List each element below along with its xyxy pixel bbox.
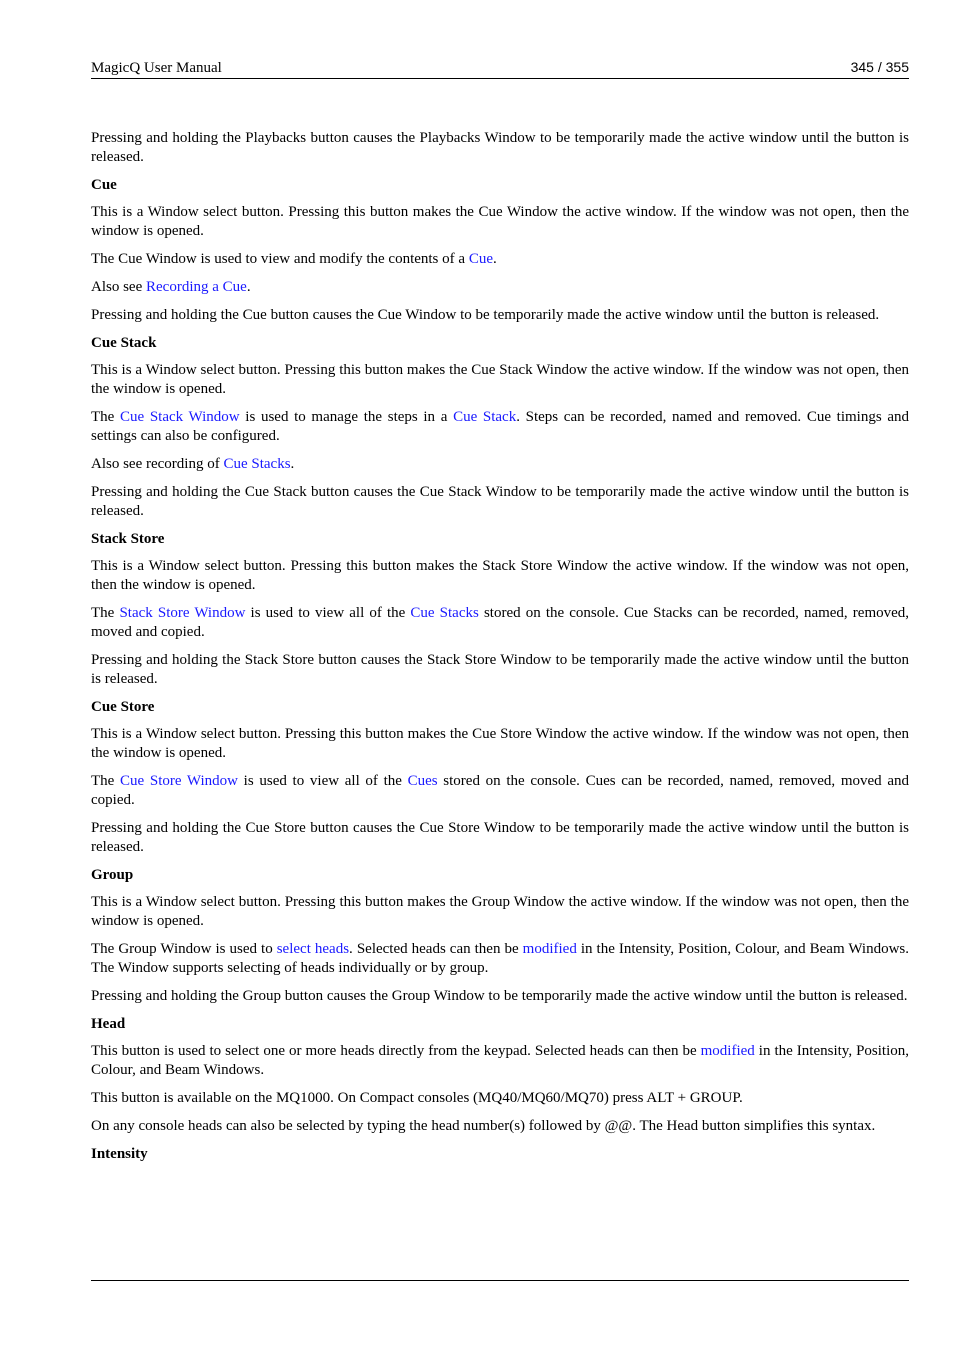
text-run: is used to view all of the xyxy=(238,773,408,789)
paragraph xyxy=(91,557,909,595)
text-run: Also see xyxy=(91,279,146,295)
section-heading: Group xyxy=(91,867,134,883)
paragraph xyxy=(91,306,909,325)
text-run: The Cue Window is used to view and modify the contents of a xyxy=(91,251,469,267)
text-run: Also see recording of xyxy=(91,456,224,472)
text-run: . Selected heads can then be xyxy=(349,941,523,957)
paragraph xyxy=(91,1042,909,1080)
section-heading: Head xyxy=(91,1016,126,1032)
cross-reference-link[interactable]: Cue Store Window xyxy=(120,773,238,789)
paragraph xyxy=(91,278,909,297)
paragraph xyxy=(91,651,909,689)
page-header xyxy=(91,58,909,77)
paragraph xyxy=(91,361,909,399)
text-run: . xyxy=(492,251,497,267)
paragraph xyxy=(91,1089,909,1108)
cross-reference-link[interactable]: Cue Stack xyxy=(453,409,517,425)
text-run: Pressing and holding the Stack Store button causes the Stack Store Window to be temporarily made the active window until the button is released. xyxy=(91,652,909,687)
cross-reference-link[interactable]: modified xyxy=(522,941,577,957)
section-heading: Cue Stack xyxy=(91,335,157,351)
text-run: Pressing and holding the Cue Store button causes the Cue Store Window to be temporarily made the active window until the button is released. xyxy=(91,820,909,855)
text-run: stored on the console. Cue Stacks can be recorded, named, removed, moved and copied. xyxy=(91,605,910,640)
paragraph xyxy=(91,408,909,446)
cross-reference-link[interactable]: modified xyxy=(700,1043,755,1059)
text-run: This is a Window select button. Pressing this button makes the Group Window the active window. If the window was not open, then the window is opened. xyxy=(91,894,909,929)
paragraph xyxy=(91,819,909,857)
page-number: 345 / 355 xyxy=(850,59,909,75)
cross-reference-link[interactable]: Cue Stack Window xyxy=(120,409,240,425)
text-run: The Group Window is used to xyxy=(91,941,277,957)
text-run: is used to view all of the xyxy=(245,605,411,621)
paragraph xyxy=(91,725,909,763)
header-rule xyxy=(91,78,909,79)
text-run: This is a Window select button. Pressing this button makes the Stack Store Window the active window. If the window was not open, then the window is opened. xyxy=(91,558,909,593)
paragraph xyxy=(91,455,909,474)
cross-reference-link[interactable]: Cue xyxy=(468,251,493,267)
manual-body xyxy=(91,129,909,1172)
text-run: This button is available on the MQ1000. On Compact consoles (MQ40/MQ60/MQ70) press ALT + GROUP. xyxy=(91,1090,743,1106)
cross-reference-link[interactable]: Recording a Cue xyxy=(146,279,247,295)
text-run: This is a Window select button. Pressing this button makes the Cue Stack Window the active window. If the window was not open, then the window is opened. xyxy=(91,362,909,397)
text-run: On any console heads can also be selected by typing the head number(s) followed by @@. The Head button simplifies this syntax. xyxy=(91,1118,876,1134)
text-run: This is a Window select button. Pressing this button makes the Cue Store Window the active window. If the window was not open, then the window is opened. xyxy=(91,726,909,761)
cross-reference-link[interactable]: Cues xyxy=(407,773,438,789)
paragraph xyxy=(91,604,909,642)
text-run: . xyxy=(290,456,295,472)
text-run: The xyxy=(91,409,120,425)
paragraph xyxy=(91,1117,909,1136)
text-run: This button is used to select one or more heads directly from the keypad. Selected heads can then be xyxy=(91,1043,701,1059)
text-run: . Steps can be recorded, named and removed. Cue timings and settings can also be configured. xyxy=(91,409,910,444)
text-run: in the Intensity, Position, Colour, and Beam Windows. The Window supports selecting of heads individually or by group. xyxy=(91,941,910,976)
section-heading: Stack Store xyxy=(91,531,165,547)
cross-reference-link[interactable]: Stack Store Window xyxy=(119,605,246,621)
text-run: in the Intensity, Position, Colour, and Beam Windows. xyxy=(91,1043,910,1078)
text-run: Pressing and holding the Cue Stack button causes the Cue Stack Window to be temporarily made the active window until the button is released. xyxy=(91,484,909,519)
paragraph xyxy=(91,250,909,269)
footer-rule xyxy=(91,1280,909,1281)
paragraph xyxy=(91,203,909,241)
cross-reference-link[interactable]: Cue Stacks xyxy=(410,605,479,621)
paragraph xyxy=(91,893,909,931)
text-run: . xyxy=(246,279,251,295)
text-run: The xyxy=(91,605,120,621)
cross-reference-link[interactable]: Cue Stacks xyxy=(223,456,291,472)
section-heading: Cue xyxy=(91,177,117,193)
text-run: Pressing and holding the Group button causes the Group Window to be temporarily made the active window until the button is released. xyxy=(91,988,908,1004)
text-run: The xyxy=(91,773,121,789)
cross-reference-link[interactable]: select heads xyxy=(276,941,350,957)
paragraph xyxy=(91,772,909,810)
text-run: This is a Window select button. Pressing this button makes the Cue Window the active window. If the window was not open, then the window is opened. xyxy=(91,204,909,239)
paragraph xyxy=(91,129,909,167)
paragraph xyxy=(91,483,909,521)
section-heading: Intensity xyxy=(91,1146,148,1162)
text-run: Pressing and holding the Playbacks button causes the Playbacks Window to be temporarily made the active window until the button is released. xyxy=(91,130,909,165)
paragraph xyxy=(91,940,909,978)
paragraph xyxy=(91,987,909,1006)
text-run: stored on the console. Cues can be recorded, named, removed, moved and copied. xyxy=(91,773,909,808)
manual-title: MagicQ User Manual xyxy=(91,60,222,76)
text-run: Pressing and holding the Cue button causes the Cue Window to be temporarily made the active window until the button is released. xyxy=(91,307,880,323)
section-heading: Cue Store xyxy=(91,699,155,715)
text-run: is used to manage the steps in a xyxy=(239,409,454,425)
